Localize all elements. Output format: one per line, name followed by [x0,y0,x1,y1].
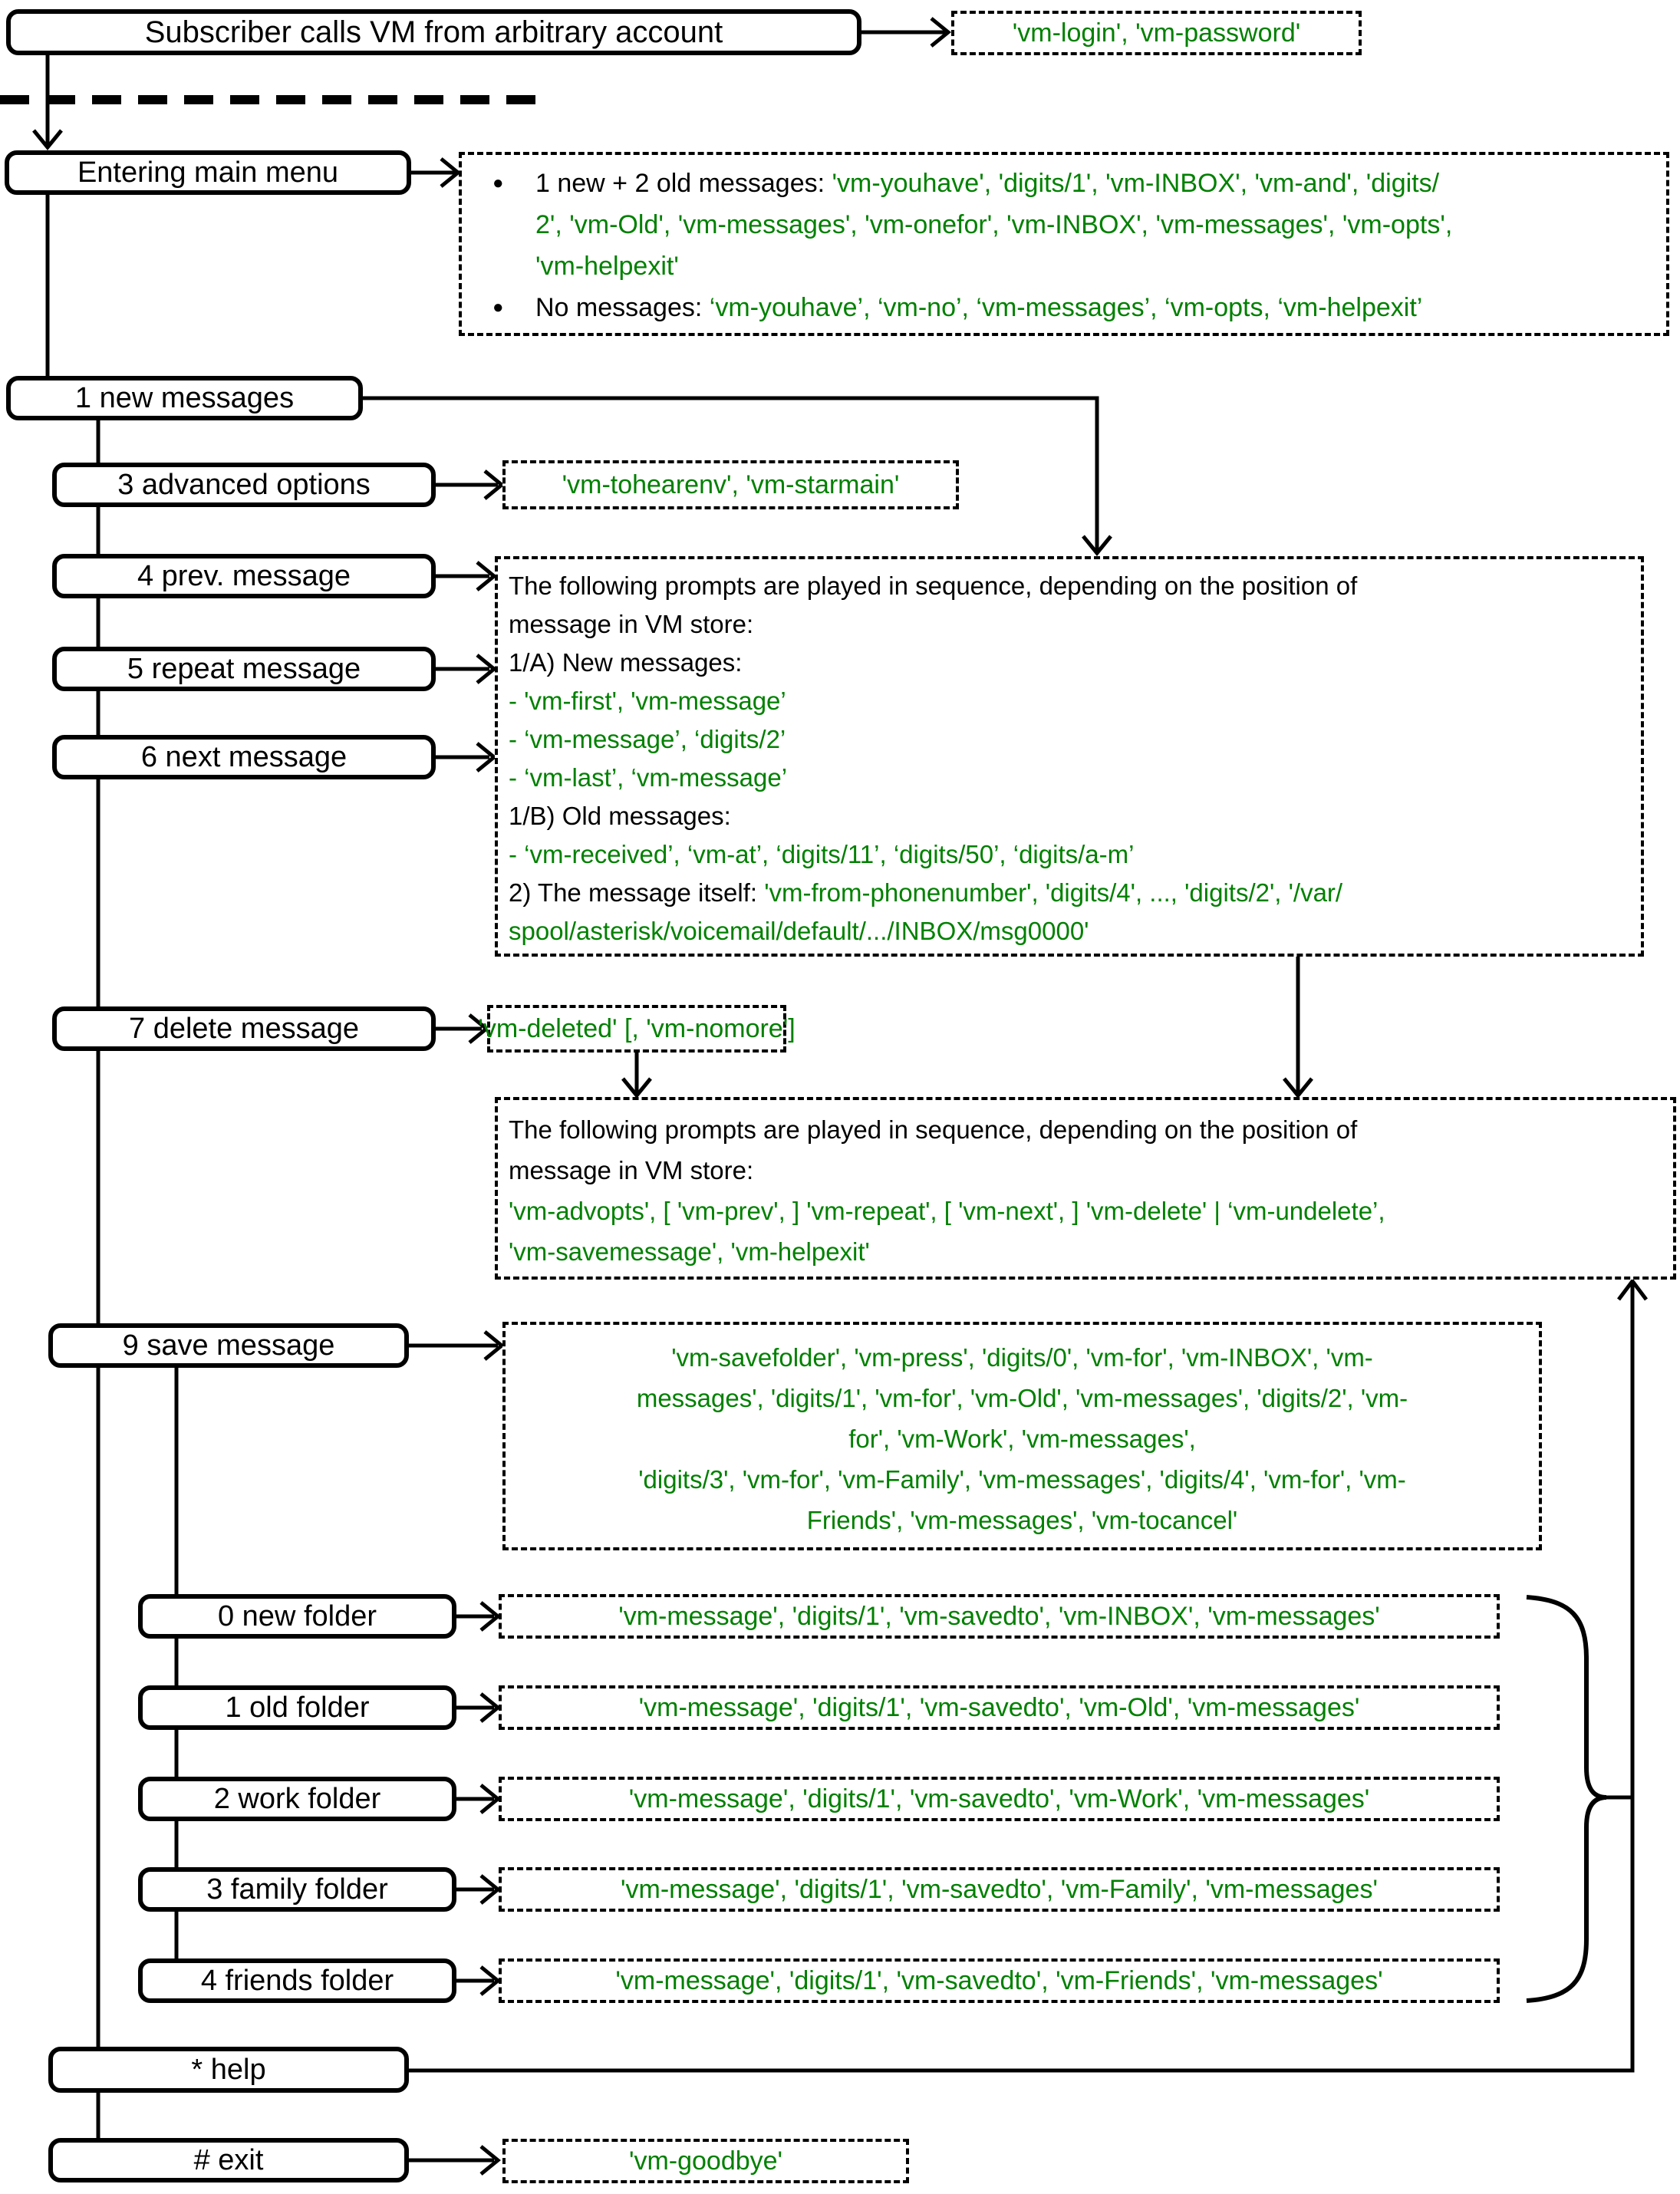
horizontal-arrow-lines [409,32,945,2160]
node-2-work-folder: 2 work folder [138,1777,456,1821]
node-help: * help [48,2047,409,2093]
prompt-advanced-options: 'vm-tohearenv', 'vm-starmain' [502,460,959,509]
node-5-repeat-message: 5 repeat message [52,647,436,691]
prompt-saved-to-work: 'vm-message', 'digits/1', 'vm-savedto', 'vm-Work', 'vm-messages' [499,1777,1500,1821]
node-3-family-folder: 3 family folder [138,1867,456,1912]
node-1-new-messages: 1 new messages [6,376,363,420]
node-exit: # exit [48,2138,409,2182]
phase-divider-line [0,95,546,104]
vertical-chain-lines [48,55,176,2138]
prompt-goodbye: 'vm-goodbye' [502,2139,909,2183]
prompt-advopts-sequence: The following prompts are played in sequence, depending on the position of message in VM store: 'vm-advopts', [ 'vm-prev', ] 'vm-repeat', [ 'vm-next', ] 'vm-delete' | ‘vm-undelete’, 'vm-savemessage', 'vm-helpexit' [495,1097,1676,1280]
prompt-saved-to-inbox: 'vm-message', 'digits/1', 'vm-savedto', 'vm-INBOX', 'vm-messages' [499,1594,1500,1639]
prompt-saved-to-old: 'vm-message', 'digits/1', 'vm-savedto', 'vm-Old', 'vm-messages' [499,1685,1500,1730]
node-6-next-message: 6 next message [52,735,436,779]
node-4-friends-folder: 4 friends folder [138,1958,456,2003]
prompt-login: 'vm-login', 'vm-password' [951,11,1362,55]
node-entering-main-menu: Entering main menu [5,150,411,195]
prompt-main-menu: ● 1 new + 2 old messages: 'vm-youhave', 'digits/1', 'vm-INBOX', 'vm-and', 'digits/ 2', 'vm-Old', 'vm-messages', 'vm-onefor', 'vm-INBOX', 'vm-messages', 'vm-opts', 'vm-helpexit' ● No messages: ‘vm-youhave’, ‘vm-no’, ‘vm-messages’, ‘vm-opts, ‘vm-helpexit’ [459,152,1669,336]
node-1-old-folder: 1 old folder [138,1685,456,1730]
prompt-save-folder: 'vm-savefolder', 'vm-press', 'digits/0', 'vm-for', 'vm-INBOX', 'vm- messages', 'digits/1', 'vm-for', 'vm-Old', 'vm-messages', 'digits/2', 'vm- for', 'vm-Work', 'vm-messages', 'digits/3', 'vm-for', 'vm-Family', 'vm-messages', 'digits/4', 'vm-for', 'vm- Friends', 'vm-messages', 'vm-tocancel' [502,1322,1542,1550]
prompt-saved-to-family: 'vm-message', 'digits/1', 'vm-savedto', 'vm-Family', 'vm-messages' [499,1867,1500,1912]
prompt-saved-to-friends: 'vm-message', 'digits/1', 'vm-savedto', 'vm-Friends', 'vm-messages' [499,1958,1500,2003]
node-subscriber-calls-vm: Subscriber calls VM from arbitrary account [6,9,861,55]
node-7-delete-message: 7 delete message [52,1006,436,1051]
prompt-playback-sequence: The following prompts are played in sequence, depending on the position of message in VM store: 1/A) New messages: - 'vm-first', 'vm-message’ - ‘vm-message’, ‘digits/2’ - ‘vm-last’, ‘vm-message’ 1/B) Old messages: - ‘vm-received’, ‘vm-at’, ‘digits/11’, ‘digits/50’, ‘digits/a-m’ 2) The message itself: 'vm-from-phonenumber', 'digits/4', ..., 'digits/2', '/var/ spool/asterisk/voicemail/default/.../INBOX/msg0000' [495,556,1644,957]
arrowheads [34,18,1646,2174]
folder-group-brace [1527,1597,1606,2001]
prompt-deleted: 'vm-deleted' [, 'vm-nomore'] [487,1005,786,1053]
node-3-advanced-options: 3 advanced options [52,463,436,507]
node-0-new-folder: 0 new folder [138,1594,456,1639]
node-4-prev-message: 4 prev. message [52,554,436,598]
node-9-save-message: 9 save message [48,1323,409,1368]
